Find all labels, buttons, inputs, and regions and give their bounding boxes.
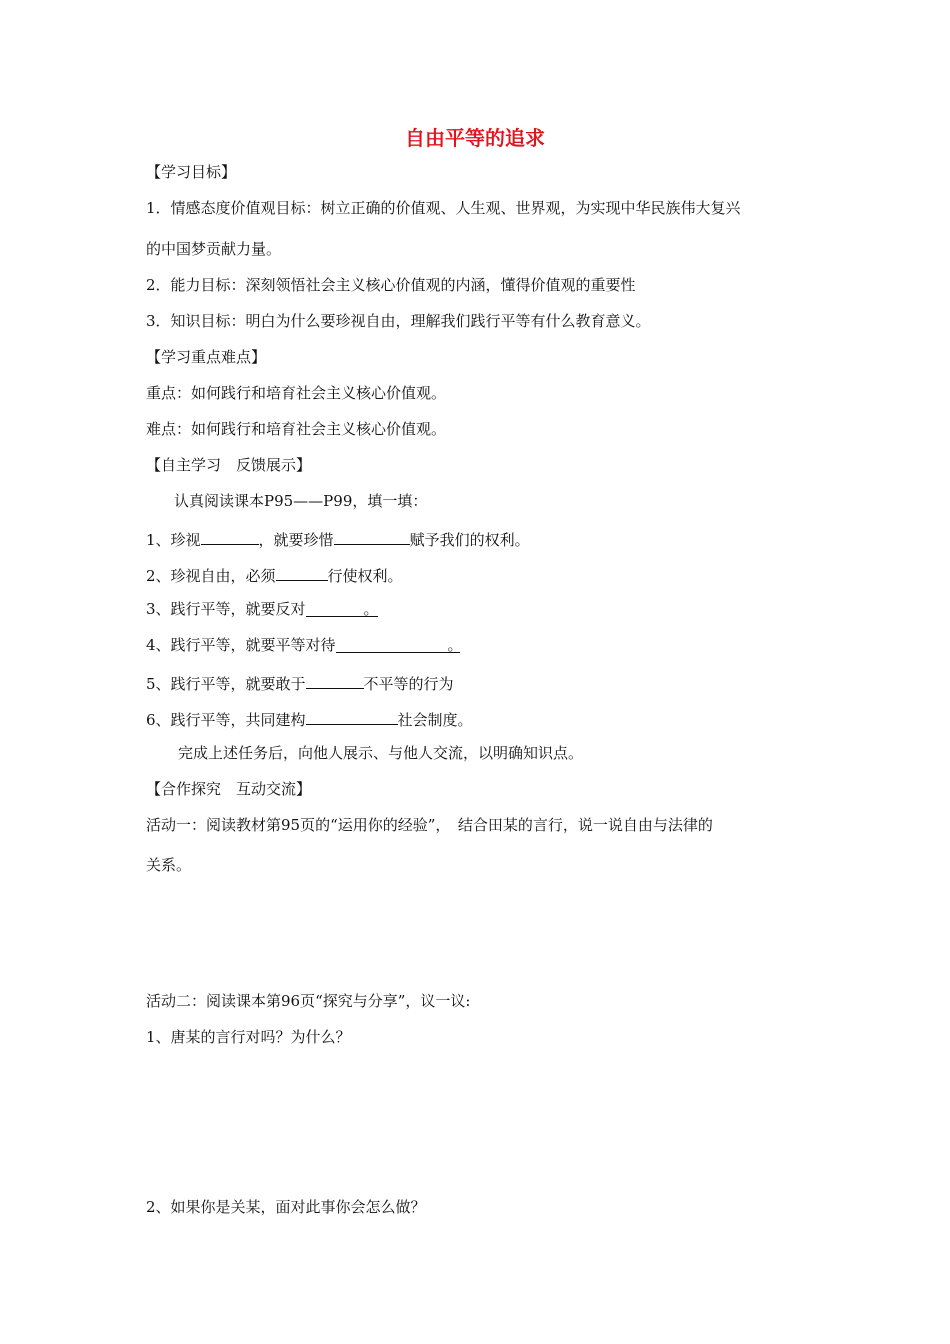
page-title: 自由平等的追求 — [405, 126, 545, 150]
fill-q6-text-b: 社会制度。 — [397, 711, 473, 729]
difficult-point: 难点：如何践行和培育社会主义核心价值观。 — [146, 420, 447, 438]
fill-blank — [201, 527, 259, 545]
fill-q3-end: 。 — [363, 600, 379, 618]
section-heading-key-points: 【学习重点难点】 — [146, 348, 267, 366]
fill-blank — [306, 599, 378, 617]
fill-q5-text-b: 不平等的行为 — [363, 675, 454, 693]
fill-question-6 — [146, 707, 473, 730]
fill-question-4 — [146, 635, 463, 655]
fill-question-2 — [146, 563, 403, 586]
fill-blank — [306, 671, 364, 689]
activity-2-question-2: 2、如果你是关某，面对此事你会怎么做？ — [146, 1198, 426, 1216]
goal-2: 2．能力目标：深刻领悟社会主义核心价值观的内涵，懂得价值观的重要性 — [146, 276, 636, 294]
fill-blank — [306, 707, 398, 725]
goal-1-line-1: 1．情感态度价值观目标：树立正确的价值观、人生观、世界观，为实现中华民族伟大复兴 — [146, 199, 741, 217]
fill-q4-end: 。 — [447, 636, 463, 654]
activity-1-line-2: 关系。 — [146, 856, 192, 874]
fill-question-1 — [146, 527, 530, 550]
self-study-outro: 完成上述任务后，向他人展示、与他人交流，以明确知识点。 — [178, 744, 584, 762]
fill-q2-text-a: 2、珍视自由，必须 — [146, 567, 276, 585]
fill-blank — [336, 635, 463, 654]
fill-blank — [276, 563, 328, 581]
fill-q1-text-b: ，就要珍惜 — [258, 531, 334, 549]
fill-question-5 — [146, 671, 454, 694]
fill-q1-text-c: 赋予我们的权利。 — [409, 531, 530, 549]
section-heading-cooperation: 【合作探究 互动交流】 — [146, 780, 312, 798]
fill-q6-text-a: 6、践行平等，共同建构 — [146, 711, 306, 729]
fill-q5-text-a: 5、践行平等，就要敢于 — [146, 675, 306, 693]
goal-3: 3．知识目标：明白为什么要珍视自由，理解我们践行平等有什么教育意义。 — [146, 312, 651, 330]
goal-1-line-2: 的中国梦贡献力量。 — [146, 240, 282, 258]
fill-q4-text-a: 4、践行平等，就要平等对待 — [146, 636, 336, 654]
self-study-intro: 认真阅读课本P95——P99，填一填： — [174, 492, 428, 510]
activity-1-line-1: 活动一：阅读教材第95页的“运用你的经验”， 结合田某的言行，说一说自由与法律的 — [146, 816, 713, 834]
fill-q1-text-a: 1、珍视 — [146, 531, 201, 549]
section-heading-self-study: 【自主学习 反馈展示】 — [146, 456, 312, 474]
fill-q3-text-a: 3、践行平等，就要反对 — [146, 600, 306, 618]
section-heading-goals: 【学习目标】 — [146, 163, 237, 181]
activity-2: 活动二：阅读课本第96页“探究与分享”，议一议: — [146, 992, 471, 1010]
activity-2-question-1: 1、唐某的言行对吗？为什么？ — [146, 1028, 351, 1046]
fill-question-3 — [146, 599, 378, 619]
fill-blank — [334, 527, 410, 545]
fill-q2-text-b: 行使权利。 — [327, 567, 403, 585]
key-point: 重点：如何践行和培育社会主义核心价值观。 — [146, 384, 447, 402]
